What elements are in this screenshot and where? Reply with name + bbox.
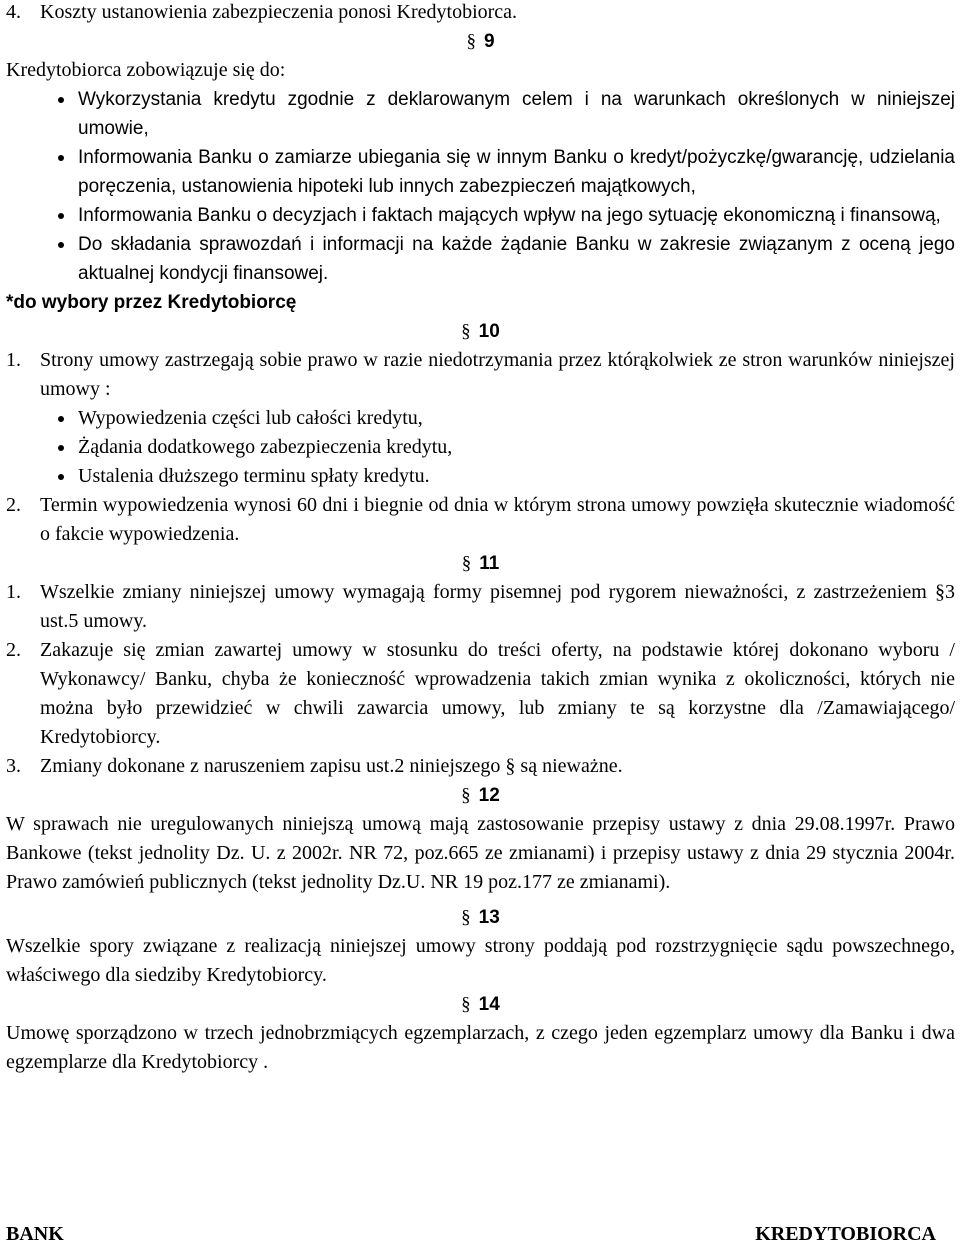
section-9-note: *do wybory przez Kredytobiorcę (6, 292, 297, 313)
section-symbol: § (461, 907, 471, 928)
section-symbol: § (461, 553, 472, 574)
section-number: 13 (478, 907, 500, 928)
section-symbol: § (461, 785, 471, 806)
clause-number: 1. (6, 349, 21, 371)
section-9-intro: Kredytobiorca zobowiązuje się do: (6, 59, 286, 81)
clause-text: Zmiany dokonane z naruszeniem zapisu ust.2 niniejszego § są nieważne. (40, 755, 623, 777)
clause-item (6, 346, 955, 491)
section-heading-9 (6, 27, 955, 56)
section-13-text: Wszelkie spory związane z realizacją niniejszej umowy strony poddają pod rozstrzygnięcie sądu powszechnego, właściwego dla siedziby Kredytobiorcy. (6, 935, 955, 986)
clause-text: Termin wypowiedzenia wynosi 60 dni i biegnie od dnia w którym strona umowy powzięła skutecznie wiadomość o fakcie wypowiedzenia. (40, 494, 955, 545)
section-14-text: Umowę sporządzono w trzech jednobrzmiących egzemplarzach, z czego jeden egzemplarz umowy dla Banku i dwa egzemplarze dla Kredytobiorcy . (6, 1022, 955, 1073)
clause-text: Zakazuje się zmian zawartej umowy w stosunku do treści oferty, na podstawie której dokonano wyboru / Wykonawcy/ Banku, chyba że konieczność wprowadzenia takich zmian wynika z okoliczności, których nie można było przewidzieć w chwili zawarcia umowy, lub zmiany te są korzystne dla /Zamawiającego/ Kredytobiorcy. (40, 639, 955, 748)
section-symbol: § (466, 31, 476, 52)
list-item: Informowania Banku o zamiarze ubiegania się w innym Banku o kredyt/pożyczkę/gwarancję, udzielania poręczenia, ustanowienia hipoteki lub innych zabezpieczeń majątkowych, (56, 143, 955, 201)
list-item: Wykorzystania kredytu zgodnie z deklarowanym celem i na warunkach określonych w niniejszej umowie, (56, 85, 955, 143)
section-10-sanctions (40, 404, 955, 491)
list-item: Informowania Banku o decyzjach i faktach mających wpływ na jego sytuację ekonomiczną i finansową, (56, 201, 955, 230)
section-heading-14 (6, 990, 955, 1019)
signature-borrower: KREDYTOBIORCA (755, 1223, 936, 1245)
clause-4 (6, 0, 955, 27)
clause-item (6, 491, 955, 549)
section-heading-13 (6, 903, 955, 932)
list-item: Wypowiedzenia części lub całości kredytu, (56, 404, 955, 433)
signature-block (6, 1220, 936, 1249)
section-number: 11 (479, 553, 500, 574)
section-symbol: § (461, 994, 471, 1015)
clause-number: 1. (6, 581, 21, 603)
list-item: Ustalenia dłuższego terminu spłaty kredytu. (56, 462, 955, 491)
signature-bank: BANK (6, 1223, 64, 1245)
clause-item (6, 752, 955, 781)
clause-text: Koszty ustanowienia zabezpieczenia ponosi Kredytobiorca. (40, 1, 518, 23)
section-number: 9 (483, 31, 495, 52)
section-12-text: W sprawach nie uregulowanych niniejszą umową mają zastosowanie przepisy ustawy z dnia 29.08.1997r. Prawo Bankowe (tekst jednolity Dz. U. z 2002r. NR 72, poz.665 ze zmianami) i przepisy ustawy z dnia 29 stycznia 2004r. Prawo zamówień publicznych (tekst jednolity Dz.U. NR 19 poz.177 ze zmianami). (6, 813, 955, 893)
section-10-clauses (6, 346, 955, 549)
list-item: Żądania dodatkowego zabezpieczenia kredytu, (56, 433, 955, 462)
clause-item (6, 636, 955, 752)
list-item: Do składania sprawozdań i informacji na każde żądanie Banku w zakresie związanym z oceną jego aktualnej kondycji finansowej. (56, 230, 955, 288)
section-heading-12 (6, 781, 955, 810)
section-number: 10 (478, 321, 500, 342)
section-number: 12 (478, 785, 500, 806)
section-symbol: § (461, 321, 471, 342)
section-11-clauses (6, 578, 955, 781)
section-number: 14 (478, 994, 500, 1015)
section-heading-10 (6, 317, 955, 346)
clause-item (6, 578, 955, 636)
clause-text: Strony umowy zastrzegają sobie prawo w razie niedotrzymania przez którąkolwiek ze stron warunków niniejszej umowy : (40, 349, 955, 400)
clause-number: 2. (6, 494, 21, 516)
section-heading-11 (6, 549, 955, 578)
clause-number: 3. (6, 755, 21, 777)
clause-number: 4. (6, 1, 21, 23)
clause-text: Wszelkie zmiany niniejszej umowy wymagają formy pisemnej pod rygorem nieważności, z zastrzeżeniem §3 ust.5 umowy. (40, 581, 955, 632)
clause-number: 2. (6, 639, 21, 661)
section-9-obligations (6, 85, 955, 288)
